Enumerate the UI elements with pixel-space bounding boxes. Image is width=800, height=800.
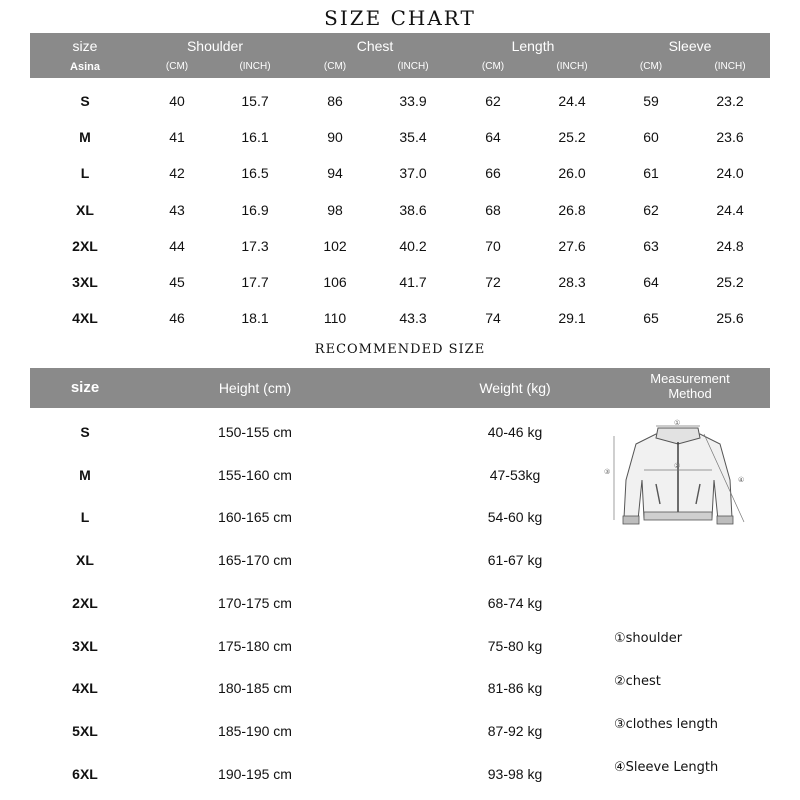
- subheader-unit: (CM): [165, 61, 189, 72]
- measurement-cell: 23.2: [716, 93, 744, 109]
- subheader-unit: (INCH): [239, 61, 271, 72]
- size-cell: XL: [76, 552, 94, 569]
- legend-sleeve-length: ④Sleeve Length: [614, 760, 719, 775]
- measurement-cell: 25.6: [716, 310, 744, 327]
- measurement-cell: 60: [643, 129, 659, 146]
- rec-header-weight: Weight (kg): [479, 380, 551, 396]
- subheader-unit: (INCH): [397, 61, 429, 72]
- subheader-asina: Asina: [70, 61, 100, 73]
- subheader-unit: (INCH): [556, 61, 588, 72]
- measurement-cell: 25.2: [716, 274, 744, 290]
- measurement-cell: 16.5: [241, 165, 269, 182]
- measurement-cell: 63: [643, 237, 659, 254]
- weight-cell: 75-80 kg: [487, 637, 543, 654]
- weight-cell: 68-74 kg: [487, 594, 543, 611]
- measurement-cell: 45: [169, 274, 185, 290]
- measurement-cell: 44: [169, 237, 185, 254]
- table-row: [30, 194, 770, 230]
- jacket-measurement-diagram-icon: [598, 418, 758, 530]
- rec-header-method: Method: [668, 386, 712, 401]
- measurement-cell: 38.6: [399, 201, 427, 218]
- size-cell: L: [80, 165, 90, 182]
- measurement-cell: 64: [485, 129, 501, 146]
- height-cell: 170-175 cm: [218, 594, 292, 611]
- subheader-unit: (INCH): [714, 61, 746, 72]
- measurement-cell: 98: [327, 201, 343, 218]
- height-cell: 190-195 cm: [218, 765, 292, 782]
- measurement-cell: 110: [323, 310, 347, 327]
- weight-cell: 40-46 kg: [487, 424, 543, 440]
- measurement-cell: 18.1: [241, 310, 269, 327]
- legend-shoulder: ①shoulder: [614, 631, 683, 646]
- measurement-cell: 72: [485, 274, 501, 290]
- legend-clothes-length: ③clothes length: [614, 717, 719, 732]
- size-cell: M: [79, 466, 91, 483]
- size-cell: L: [80, 509, 90, 526]
- measurement-cell: 68: [485, 201, 501, 218]
- recommended-header: [30, 368, 770, 408]
- measurement-cell: 29.1: [558, 310, 586, 327]
- height-cell: 150-155 cm: [218, 424, 292, 440]
- measurement-cell: 24.0: [716, 165, 744, 182]
- size-cell: 4XL: [72, 310, 98, 327]
- measurement-cell: 94: [327, 165, 343, 182]
- measurement-cell: 26.0: [558, 165, 586, 182]
- rec-header-measurement-method: [630, 371, 750, 401]
- table-row: [30, 121, 770, 157]
- table-row: [30, 230, 770, 266]
- measurement-cell: 27.6: [558, 237, 586, 254]
- measurement-cell: 61: [643, 165, 659, 182]
- weight-cell: 81-86 kg: [487, 680, 543, 697]
- subheader-unit: (CM): [639, 61, 663, 72]
- table-row: [30, 584, 770, 627]
- measurement-cell: 43: [169, 201, 185, 218]
- header-length: Length: [511, 38, 555, 54]
- measurement-cell: 24.4: [716, 201, 744, 218]
- measurement-cell: 37.0: [399, 165, 427, 182]
- header-sleeve: Sleeve: [668, 38, 712, 54]
- measurement-cell: 59: [643, 93, 659, 109]
- mark-chest: ②: [674, 462, 681, 470]
- measurement-cell: 25.2: [558, 129, 586, 146]
- weight-cell: 54-60 kg: [487, 509, 543, 526]
- measurement-cell: 43.3: [399, 310, 427, 327]
- mark-length: ③: [604, 468, 611, 476]
- mark-sleeve: ④: [738, 476, 745, 484]
- rec-header-measurement: Measurement: [650, 371, 730, 386]
- legend-chest: ②chest: [614, 674, 661, 689]
- measurement-cell: 28.3: [558, 274, 586, 290]
- measurement-cell: 40.2: [399, 237, 427, 254]
- table-row: [30, 302, 770, 338]
- size-cell: 4XL: [72, 680, 98, 697]
- size-cell: 5XL: [72, 722, 98, 739]
- header-chest: Chest: [356, 38, 394, 54]
- size-cell: 2XL: [72, 237, 98, 254]
- header-shoulder: Shoulder: [186, 38, 244, 54]
- size-chart-header: [30, 33, 770, 78]
- height-cell: 185-190 cm: [218, 722, 292, 739]
- measurement-cell: 90: [327, 129, 343, 146]
- table-row: [30, 266, 770, 302]
- subheader-unit: (CM): [481, 61, 505, 72]
- size-cell: 6XL: [72, 765, 98, 782]
- rec-header-size: size: [70, 379, 100, 396]
- weight-cell: 61-67 kg: [487, 552, 543, 569]
- weight-cell: 47-53kg: [489, 466, 541, 483]
- size-cell: XL: [76, 201, 94, 218]
- weight-cell: 93-98 kg: [487, 765, 543, 782]
- measurement-cell: 35.4: [399, 129, 427, 146]
- measurement-cell: 16.9: [241, 201, 269, 218]
- measurement-cell: 23.6: [716, 129, 744, 146]
- measurement-cell: 24.4: [558, 93, 586, 109]
- size-cell: 3XL: [72, 274, 98, 290]
- height-cell: 165-170 cm: [218, 552, 292, 569]
- rec-header-height: Height (cm): [218, 380, 292, 396]
- measurement-cell: 33.9: [399, 93, 427, 109]
- recommended-size-title: RECOMMENDED SIZE: [314, 342, 486, 357]
- height-cell: 180-185 cm: [218, 680, 292, 697]
- mark-shoulder: ①: [674, 419, 681, 427]
- measurement-cell: 16.1: [241, 129, 269, 146]
- table-row: [30, 541, 770, 584]
- measurement-cell: 70: [485, 237, 501, 254]
- table-row: [30, 85, 770, 121]
- subheader-unit: (CM): [323, 61, 347, 72]
- measurement-cell: 15.7: [241, 93, 269, 109]
- measurement-cell: 62: [485, 93, 501, 109]
- measurement-cell: 106: [323, 274, 347, 290]
- measurement-cell: 17.7: [241, 274, 269, 290]
- measurement-cell: 41.7: [399, 274, 427, 290]
- measurement-cell: 64: [643, 274, 659, 290]
- size-cell: 2XL: [72, 594, 98, 611]
- height-cell: 155-160 cm: [218, 466, 292, 483]
- measurement-cell: 46: [169, 310, 185, 327]
- weight-cell: 87-92 kg: [487, 722, 543, 739]
- size-cell: 3XL: [72, 637, 98, 654]
- height-cell: 160-165 cm: [218, 509, 292, 526]
- measurement-cell: 102: [323, 237, 347, 254]
- measurement-cell: 62: [643, 201, 659, 218]
- measurement-cell: 17.3: [241, 237, 269, 254]
- measurement-cell: 42: [169, 165, 185, 182]
- size-cell: M: [79, 129, 91, 146]
- size-cell: S: [80, 424, 90, 440]
- measurement-cell: 65: [643, 310, 659, 327]
- size-chart-title: SIZE CHART: [324, 6, 476, 30]
- table-row: [30, 157, 770, 193]
- measurement-cell: 74: [485, 310, 501, 327]
- measurement-cell: 41: [169, 129, 185, 146]
- measurement-cell: 24.8: [716, 237, 744, 254]
- header-size: size: [72, 38, 98, 54]
- size-cell: S: [80, 93, 90, 109]
- height-cell: 175-180 cm: [218, 637, 292, 654]
- measurement-cell: 86: [327, 93, 343, 109]
- measurement-cell: 26.8: [558, 201, 586, 218]
- measurement-cell: 40: [169, 93, 185, 109]
- measurement-cell: 66: [485, 165, 501, 182]
